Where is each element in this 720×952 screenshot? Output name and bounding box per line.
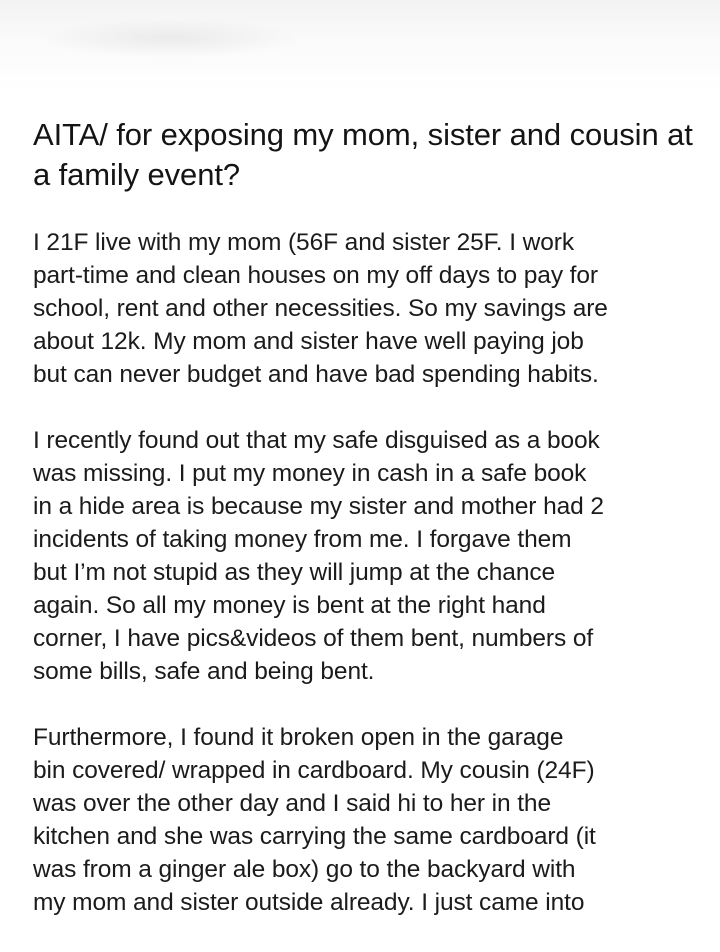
post-paragraph-3: Furthermore, I found it broken open in the garage bin covered/ wrapped in cardboard. My cousin (24F) was over the other day and I said hi to her in the kitchen and she was carrying the same cardboard (it was from a ginger ale box) go to the backyard with my mom and sister outside already. I just came into: [33, 724, 596, 916]
post-title: AITA/ for exposing my mom, sister and cousin at a family event?: [33, 117, 693, 192]
post-paragraph-1: I 21F live with my mom (56F and sister 25F. I work part-time and clean houses on my off days to pay for school, rent and other necessities. So my savings are about 12k. My mom and sister have well paying job but can never budget and have bad spending habits.: [33, 229, 608, 388]
post-paragraph-2: I recently found out that my safe disguised as a book was missing. I put my money in cash in a safe book in a hide area is because my sister and mother had 2 incidents of taking money from me. I forgave them but I’m not stupid as they will jump at the chance again. So all my money is bent at the right hand corner, I have pics&videos of them bent, numbers of some bills, safe and being bent.: [33, 427, 604, 685]
post-body: [33, 115, 698, 952]
top-smudge: [40, 18, 300, 58]
